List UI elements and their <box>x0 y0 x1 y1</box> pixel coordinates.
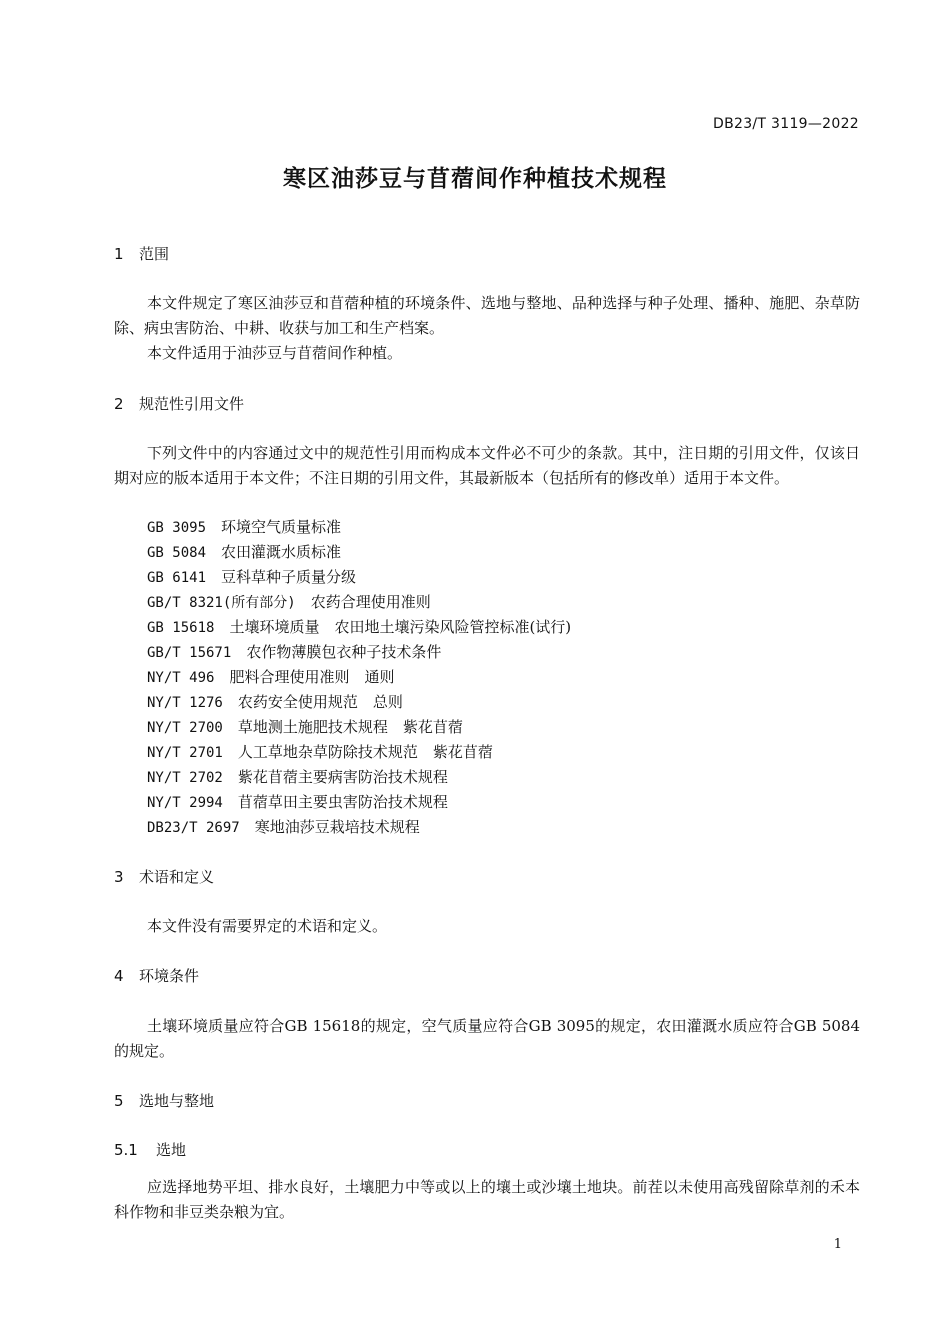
references-paragraph-1: 下列文件中的内容通过文中的规范性引用而构成本文件必不可少的条款。其中，注日期的引用文件，仅该日期对应的版本适用于本文件；不注日期的引用文件，其最新版本（包括所有的修改单）适用于本文件。 <box>114 444 860 487</box>
section-number: 2 <box>114 395 124 413</box>
section-title: 规范性引用文件 <box>139 395 245 413</box>
reference-item: GB 3095 环境空气质量标准 <box>147 518 342 536</box>
document-code: DB23/T 3119—2022 <box>713 116 859 132</box>
section-title: 环境条件 <box>139 967 200 985</box>
section-heading-site <box>114 1090 214 1111</box>
section-number: 3 <box>114 868 124 886</box>
subsection-number: 5.1 <box>114 1141 138 1159</box>
environment-paragraph-1: 土壤环境质量应符合GB 15618的规定，空气质量应符合GB 3095的规定，农田灌溉水质应符合GB 5084的规定。 <box>114 1017 860 1060</box>
reference-item: NY/T 2994 苜蓿草田主要虫害防治技术规程 <box>147 793 448 811</box>
section-heading-terms <box>114 866 214 887</box>
page-number: 1 <box>833 1237 842 1252</box>
scope-paragraph-1: 本文件规定了寒区油莎豆和苜蓿种植的环境条件、选地与整地、品种选择与种子处理、播种、施肥、杂草防除、病虫害防治、中耕、收获与加工和生产档案。 <box>114 294 860 337</box>
section-number: 4 <box>114 967 124 985</box>
reference-item: GB/T 15671 农作物薄膜包衣种子技术条件 <box>147 643 442 661</box>
reference-item: NY/T 2702 紫花苜蓿主要病害防治技术规程 <box>147 768 448 786</box>
section-heading-environment <box>114 965 199 986</box>
reference-item: NY/T 2701 人工草地杂草防除技术规范 紫花苜蓿 <box>147 743 493 761</box>
reference-item: NY/T 496 肥料合理使用准则 通则 <box>147 668 395 686</box>
section-title: 范围 <box>139 245 170 263</box>
section-number: 1 <box>114 245 124 263</box>
terms-paragraph-1: 本文件没有需要界定的术语和定义。 <box>147 917 388 935</box>
reference-item: DB23/T 2697 寒地油莎豆栽培技术规程 <box>147 818 420 836</box>
document-title: 寒区油莎豆与苜蓿间作种植技术规程 <box>283 166 667 192</box>
section-title: 选地与整地 <box>139 1092 215 1110</box>
reference-item: GB 5084 农田灌溉水质标准 <box>147 543 342 561</box>
reference-item: GB 6141 豆科草种子质量分级 <box>147 568 357 586</box>
scope-paragraph-2: 本文件适用于油莎豆与苜蓿间作种植。 <box>147 344 403 362</box>
reference-item: NY/T 1276 农药安全使用规范 总则 <box>147 693 403 711</box>
section-heading-references <box>114 393 244 414</box>
reference-item: NY/T 2700 草地测土施肥技术规程 紫花苜蓿 <box>147 718 463 736</box>
subsection-title: 选地 <box>156 1141 187 1159</box>
section-heading-scope <box>114 243 169 264</box>
site-selection-paragraph-1: 应选择地势平坦、排水良好，土壤肥力中等或以上的壤土或沙壤土地块。前茬以未使用高残留除草剂的禾本科作物和非豆类杂粮为宜。 <box>114 1178 860 1221</box>
subsection-heading-site-selection <box>114 1139 186 1160</box>
reference-item: GB/T 8321(所有部分) 农药合理使用准则 <box>147 593 431 611</box>
section-title: 术语和定义 <box>139 868 215 886</box>
section-number: 5 <box>114 1092 124 1110</box>
reference-item: GB 15618 土壤环境质量 农田地土壤污染风险管控标准(试行) <box>147 618 572 636</box>
